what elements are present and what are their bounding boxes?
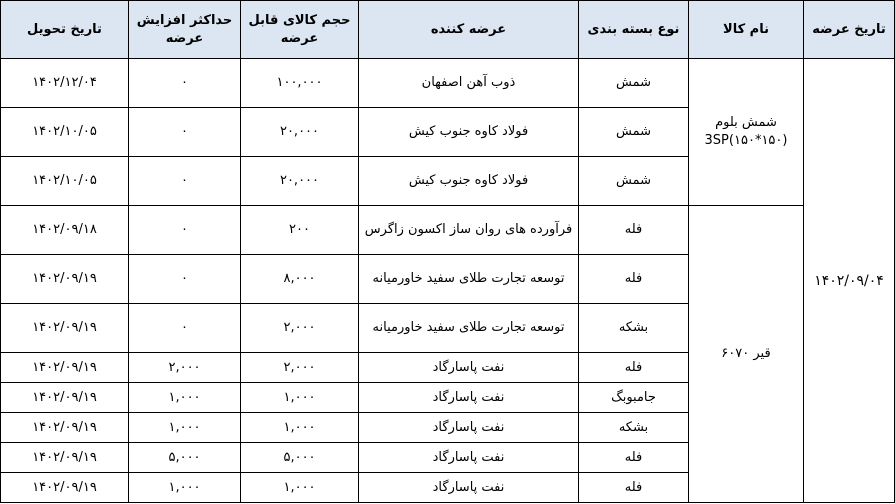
header-offer-date: تاریخ عرضه: [804, 1, 895, 59]
max-increase-cell: ۱,۰۰۰: [129, 383, 241, 413]
supplier-cell: توسعه تجارت طلای سفید خاورمیانه: [359, 255, 579, 304]
volume-cell: ۲۰,۰۰۰: [241, 108, 359, 157]
delivery-date-cell: ۱۴۰۲/۰۹/۱۹: [1, 383, 129, 413]
max-increase-cell: ۱,۰۰۰: [129, 413, 241, 443]
volume-cell: ۱۰۰,۰۰۰: [241, 59, 359, 108]
packaging-cell: فله: [579, 255, 689, 304]
max-increase-cell: ۰: [129, 59, 241, 108]
supplier-cell: ذوب آهن اصفهان: [359, 59, 579, 108]
header-volume: حجم کالای قابل عرضه: [241, 1, 359, 59]
delivery-date-cell: ۱۴۰۲/۰۹/۱۹: [1, 443, 129, 473]
supplier-cell: نفت پاسارگاد: [359, 413, 579, 443]
supplier-cell: فرآورده های روان ساز اکسون زاگرس: [359, 206, 579, 255]
supplier-cell: نفت پاسارگاد: [359, 443, 579, 473]
packaging-cell: شمش: [579, 59, 689, 108]
volume-cell: ۱,۰۰۰: [241, 473, 359, 503]
header-product-name: نام کالا: [689, 1, 804, 59]
max-increase-cell: ۰: [129, 206, 241, 255]
volume-cell: ۸,۰۰۰: [241, 255, 359, 304]
header-row: [1, 1, 895, 59]
max-increase-cell: ۱,۰۰۰: [129, 473, 241, 503]
packaging-cell: فله: [579, 443, 689, 473]
packaging-cell: فله: [579, 206, 689, 255]
supplier-cell: نفت پاسارگاد: [359, 473, 579, 503]
max-increase-cell: ۰: [129, 157, 241, 206]
header-delivery-date: تاریخ تحویل: [1, 1, 129, 59]
supplier-cell: توسعه تجارت طلای سفید خاورمیانه: [359, 304, 579, 353]
packaging-cell: شمش: [579, 157, 689, 206]
delivery-date-cell: ۱۴۰۲/۰۹/۱۹: [1, 413, 129, 443]
max-increase-cell: ۲,۰۰۰: [129, 353, 241, 383]
packaging-cell: بشکه: [579, 304, 689, 353]
delivery-date-cell: ۱۴۰۲/۱۰/۰۵: [1, 108, 129, 157]
volume-cell: ۲۰,۰۰۰: [241, 157, 359, 206]
product-group-cell: قیر ۶۰۷۰: [689, 206, 804, 503]
supplier-cell: نفت پاسارگاد: [359, 383, 579, 413]
volume-cell: ۱,۰۰۰: [241, 413, 359, 443]
volume-cell: ۱,۰۰۰: [241, 383, 359, 413]
volume-cell: ۲,۰۰۰: [241, 304, 359, 353]
packaging-cell: جامبوبگ: [579, 383, 689, 413]
delivery-date-cell: ۱۴۰۲/۰۹/۱۹: [1, 255, 129, 304]
header-max-increase: حداکثر افزایش عرضه: [129, 1, 241, 59]
delivery-date-cell: ۱۴۰۲/۰۹/۱۹: [1, 353, 129, 383]
product-group-cell: شمش بلوم (۱۵۰*۱۵۰)3SP: [689, 59, 804, 206]
supplier-cell: فولاد کاوه جنوب کیش: [359, 157, 579, 206]
delivery-date-cell: ۱۴۰۲/۰۹/۱۸: [1, 206, 129, 255]
volume-cell: ۲۰۰: [241, 206, 359, 255]
offer-date-cell: ۱۴۰۲/۰۹/۰۴: [804, 59, 895, 503]
max-increase-cell: ۰: [129, 255, 241, 304]
volume-cell: ۲,۰۰۰: [241, 353, 359, 383]
packaging-cell: بشکه: [579, 413, 689, 443]
max-increase-cell: ۰: [129, 108, 241, 157]
max-increase-cell: ۵,۰۰۰: [129, 443, 241, 473]
delivery-date-cell: ۱۴۰۲/۰۹/۱۹: [1, 473, 129, 503]
delivery-date-cell: ۱۴۰۲/۰۹/۱۹: [1, 304, 129, 353]
delivery-date-cell: ۱۴۰۲/۱۰/۰۵: [1, 157, 129, 206]
packaging-cell: فله: [579, 473, 689, 503]
header-packaging: نوع بسته بندی: [579, 1, 689, 59]
supplier-cell: فولاد کاوه جنوب کیش: [359, 108, 579, 157]
table-row: [1, 206, 895, 255]
delivery-date-cell: ۱۴۰۲/۱۲/۰۴: [1, 59, 129, 108]
max-increase-cell: ۰: [129, 304, 241, 353]
supplier-cell: نفت پاسارگاد: [359, 353, 579, 383]
header-supplier: عرضه کننده: [359, 1, 579, 59]
volume-cell: ۵,۰۰۰: [241, 443, 359, 473]
table-row: [1, 59, 895, 108]
packaging-cell: شمش: [579, 108, 689, 157]
packaging-cell: فله: [579, 353, 689, 383]
